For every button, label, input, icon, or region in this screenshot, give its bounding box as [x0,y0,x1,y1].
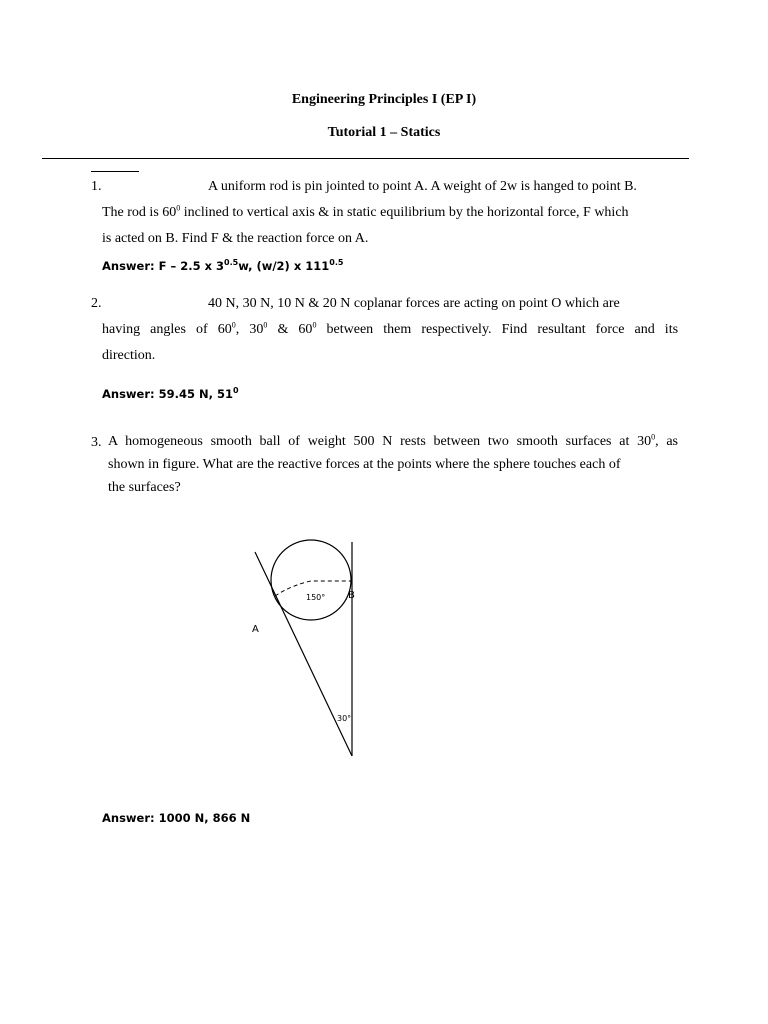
question-2-answer: Answer: 59.45 N, $51^0$ [102,386,239,401]
question-1-answer: Answer: F – 2.5 x $3^{0.5}w$, (w/2) x $111^{0.5}$ [102,258,344,273]
question-3-line-1: A homogeneous smooth ball of weight 500 N rests between two smooth surfaces at $30^0$, as [108,432,678,449]
question-3-answer: Answer: 1000 N, 866 N [102,811,251,825]
question-1-number: 1. [91,179,102,194]
question-1-line-2: The rod is $60^0$ inclined to vertical axis & in static equilibrium by the horizontal force, F which [102,203,629,220]
ball-between-surfaces-diagram [230,520,410,790]
question-3-line-3: the surfaces? [108,480,181,495]
header-divider [42,158,689,159]
angle-label-150: 150° [306,593,326,602]
ball [271,540,351,620]
question-2-text [102,291,678,369]
question-2-line-3: direction. [102,348,156,363]
question-2-line-1: 40 N, 30 N, 10 N & 20 N coplanar forces are acting on point O which are [208,296,620,311]
point-a-label: A [252,624,259,635]
angle-label-30: 30° [337,714,352,723]
question-1-text [102,174,678,252]
question-3-line-2: shown in figure. What are the reactive forces at the points where the sphere touches each of [108,457,621,472]
question-1-line-1: A uniform rod is pin jointed to point A. A weight of 2w is hanged to point B. [208,179,637,194]
short-divider [91,171,139,172]
point-b-label: B [348,590,355,601]
question-3-number: 3. [91,435,102,450]
document-subtitle: Tutorial 1 – Statics [327,125,441,140]
question-2-number: 2. [91,296,102,311]
question-3-text [108,430,678,499]
question-2-line-2: having angles of $60^0$, $30^0$ & $60^0$ between them respectively. Find resultant force and its [102,320,679,337]
document-title: Engineering Principles I (EP I) [291,92,477,107]
question-1-line-3: is acted on B. Find F & the reaction force on A. [102,231,369,246]
